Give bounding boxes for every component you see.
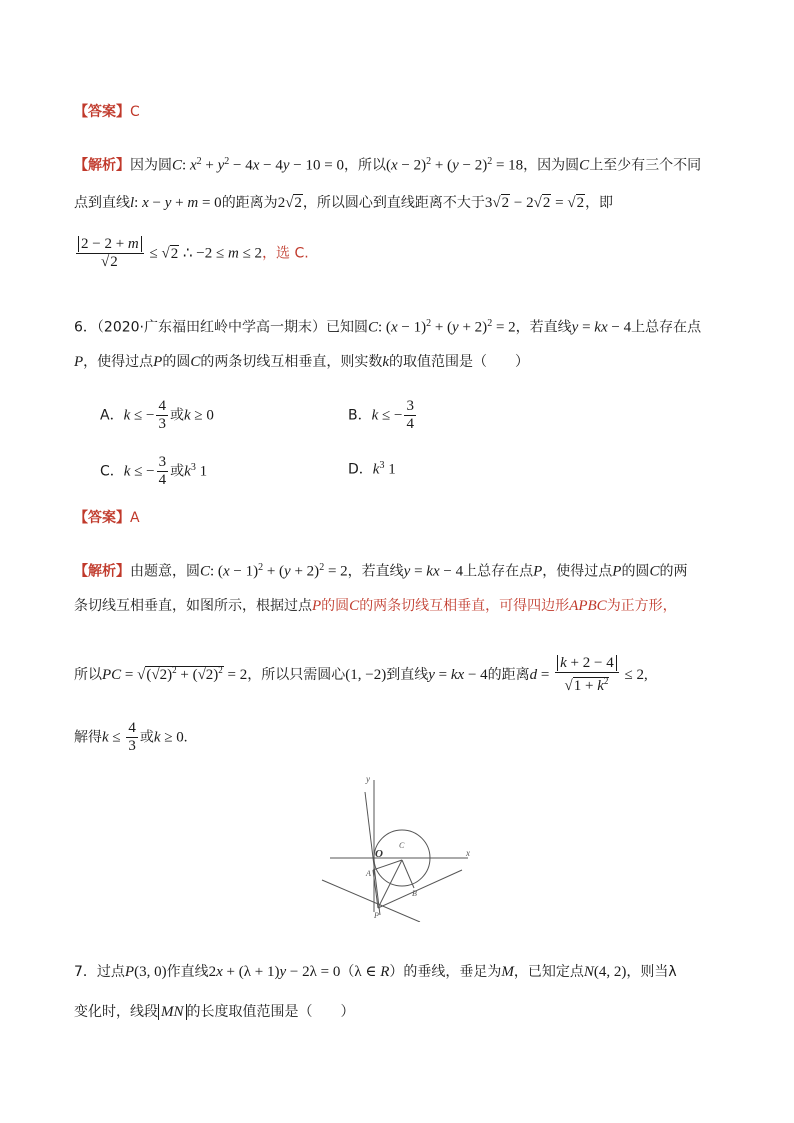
text: ，则当λ [626,964,677,980]
text: 7．过点 [74,964,125,980]
option-label: B． [348,407,372,424]
q6-stem-line-1: 6．（2020·广东福田红岭中学高一期末）已知圆C: $(x - 1)^2 + (y + 2)^2 = 2$，若直线y = kx − 4上总存在点 [74,318,702,336]
q6-stem-line-2: P，使得过点P的圆C的两条切线互相垂直，则实数k的取值范围是（ ） [74,354,530,370]
option-d[interactable]: D．$k^3$ 1 [348,460,396,478]
text: ，若直线 [347,563,404,580]
q6-analysis-line-3: 所以PC = $√(√2)^2 + (√2)^2 = 2$，所以只需圆心(1, −2)到直线y = kx − 4的距离d = $\frac{k + 2 - 4}{√1 + k^2}$ ≤ 2, [74,655,648,694]
text: 上至少有三个不同 [589,157,702,174]
label-p: P [374,911,379,920]
option-label: A． [100,407,124,424]
text: 上总存在点 [631,319,702,336]
text: ，使得过点 [83,354,154,370]
label-x: x [466,848,470,858]
text: 为正方形， [606,598,677,614]
label-o: O [375,848,383,860]
q6-answer [74,508,140,528]
text: ，所以只需圆心 [247,667,346,683]
q5-answer [74,102,140,122]
text: 的圆 [621,563,650,580]
analysis-tag: 【解析】 [74,157,130,174]
label-a: A [366,869,371,878]
text: 的两条切线互相垂直，则实数 [200,354,383,370]
text: 的距离 [487,667,530,683]
q7-stem-line-1: 7．过点P(3, 0)作直线2x + (λ + 1)y − 2λ = 0（λ ∈ R）的垂线，垂足为M，已知定点N(4, 2)，则当λ [74,964,677,980]
text: ）的垂线，垂足为 [389,964,502,980]
text: 上总存在点 [463,563,534,580]
tangent-line-2 [378,870,462,908]
q5-analysis-line-3: $\frac{2 - 2 + m}{√2}$ ≤ √2 ∴ −2 ≤ m ≤ 2，选 C. [74,236,309,271]
option-c[interactable]: C．k ≤ − $\frac{3}{4}$ 或$k^3$ 1 [100,454,208,488]
q5-analysis-line-2: 点到直线l: x − y + m = 0的距离为2√2，所以圆心到直线距离不大于3√2 − 2√2 = √2，即 [74,195,614,211]
geometry-figure [316,772,476,922]
segment-cb [402,860,414,888]
answer-tag: 【答案】 [74,104,130,120]
answer-tag: 【答案】 [74,510,130,526]
text: 因为圆 [130,157,172,174]
text: ，使得过点 [542,563,613,580]
label-y: y [366,774,370,784]
answer-value: A [130,510,140,526]
text: 由题意，圆 [130,563,200,580]
text: ，即 [585,195,614,211]
option-a[interactable]: A．k ≤ − $\frac{4}{3}$ 或k ≥ 0 [100,398,214,432]
text: 的圆 [321,598,350,614]
text: ，已知定点 [513,964,584,980]
text: 的两条切线互相垂直，可得四边形 [359,598,570,614]
text: 的两 [659,563,688,580]
option-label: D． [348,461,373,478]
text: ，若直线 [515,319,572,336]
text: 所以 [74,667,102,683]
answer-value: C [130,104,140,120]
text: 到直线 [386,667,429,683]
text: 作直线 [166,964,209,980]
text: 或 [170,463,185,480]
text: 的取值范围是（ ） [389,354,530,370]
q6-analysis-line-2: 条切线互相垂直，如图所示，根据过点P的圆C的两条切线互相垂直，可得四边形APBC为正方形， [74,598,677,614]
text: 点到直线 [74,195,130,211]
q6-analysis-line-1: 【解析】由题意，圆C: $(x - 1)^2 + (y + 2)^2 = 2$，若直线y = kx − 4上总存在点P，使得过点P的圆C的两 [74,562,688,580]
text: 解得 [74,729,102,746]
option-label: C． [100,463,124,480]
text: 6．（2020·广东福田红岭中学高一期末）已知圆 [74,319,368,336]
text: 的距离为 [221,195,278,211]
q6-analysis-line-4: 解得k ≤ $\frac{4}{3}$ 或k ≥ 0. [74,720,188,754]
q7-stem-line-2: 变化时，线段 MN 的长度取值范围是（ ） [74,1004,355,1020]
text: 的圆 [162,354,191,370]
text: 或 [139,729,154,746]
label-c: C [399,841,405,850]
text: ，所以 [343,157,386,174]
text: （ [340,964,355,980]
text: ，因为圆 [523,157,580,174]
text: APBC [569,598,607,614]
formula: C [172,157,183,174]
text: 或 [169,407,184,424]
text: ，选 C. [262,245,309,262]
fraction: $\frac{2 - 2 + m}{√2}$ [76,236,144,271]
option-b[interactable]: B．k ≤ − $\frac{3}{4}$ [348,398,414,432]
text: 的长度取值范围是（ ） [186,1004,355,1020]
analysis-tag: 【解析】 [74,563,130,580]
text: 变化时，线段 [74,1004,158,1020]
text: 条切线互相垂直，如图所示，根据过点 [74,598,312,614]
label-b: B [412,889,417,898]
text: ，所以圆心到直线距离不大于 [302,195,485,211]
q5-analysis-line-1: 【解析】因为圆C: $x^2 + y^2 - 4x - 4y - 10 = 0$，所以$(x - 2)^2 + (y - 2)^2 = 18$，因为圆C上至少有三个不同 [74,156,702,174]
